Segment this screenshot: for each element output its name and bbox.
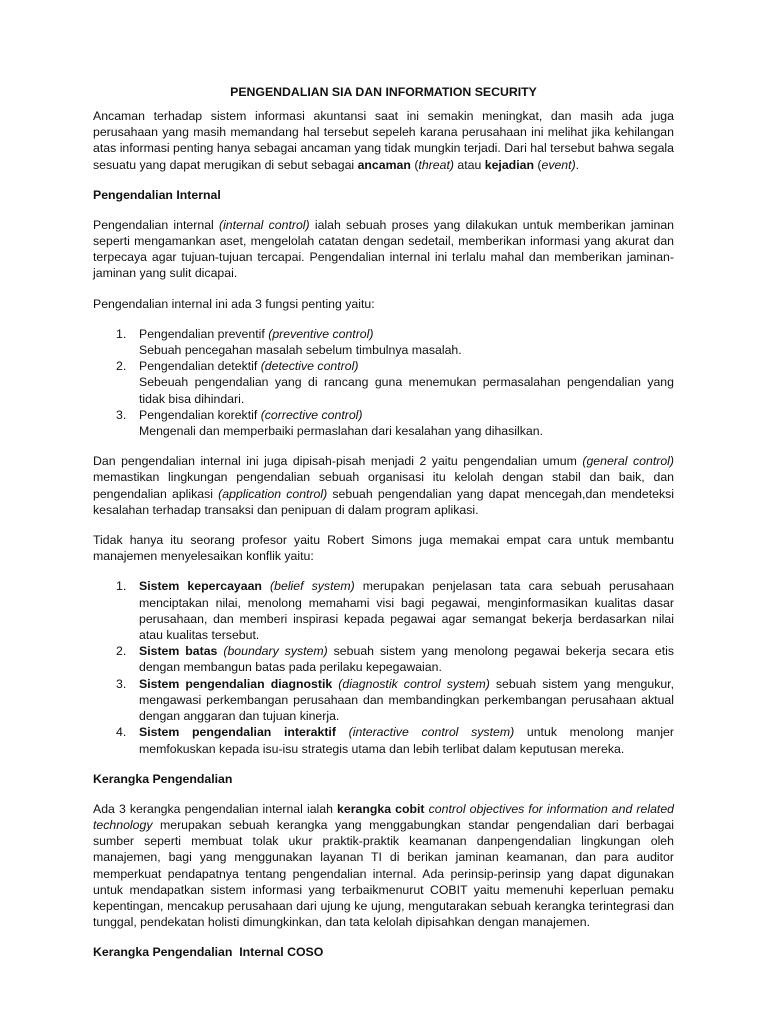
intro-text: . [575, 157, 580, 172]
list-item [93, 326, 674, 358]
systems-list [93, 578, 674, 756]
list-item-desc: merupakan penjelasan tata cara sebuah perusahaan menciptakan nilai, menolong memahami visi bagi pegawai, menginformasikan kualitas dasar perusahaan, dan memberi inspirasi kepada pegawai agar semangat bekerja berdasarkan nilai atau kualitas tersebut. [139, 579, 674, 643]
list-item-name: Sistem batas [139, 644, 218, 659]
cobit-paragraph [93, 801, 674, 931]
functions-list [93, 326, 674, 439]
simons-paragraph: Tidak hanya itu seorang profesor yaitu Robert Simons juga memakai empat cara untuk membantu manajemen menyelesaikan konflik yaitu: [93, 533, 674, 564]
paragraph-text: sebuah pengendalian yang dapat mencegah,dan mendeteksi kesalahan terhadap transaksi dan penipuan di dalam program aplikasi. [93, 486, 674, 517]
list-item [93, 407, 674, 439]
intro-paragraph [93, 108, 674, 173]
list-item [93, 358, 674, 407]
term-threat: threat) [418, 157, 454, 172]
list-item-name: Pengendalian detektif [139, 359, 261, 374]
list-item-name: Pengendalian preventif [139, 326, 269, 341]
paragraph-text: memastikan lingkungan pengendalian sebuah organisasi itu kelolah dengan stabil dan baik, dan pengendalian aplikasi [93, 470, 674, 501]
list-number: 3. [116, 407, 127, 422]
list-item-term: (corrective control) [260, 407, 363, 422]
list-item-desc: Sebeuah pengendalian yang di rancang guna menemukan permasalahan pengendalian yang tidak bisa dihindari. [139, 375, 674, 406]
term-general-control: (general control) [582, 454, 674, 469]
intro-text: ( [410, 157, 419, 172]
list-item-name: Sistem pengendalian diagnostik [139, 676, 333, 691]
list-number: 1. [116, 326, 127, 341]
list-item-term: (interactive control system) [335, 725, 515, 740]
list-item-desc: sebuah sistem yang menolong pegawai bekerja secara etis dengan membangun batas pada perilaku kepegawaian. [139, 644, 675, 675]
list-number: 3. [116, 676, 127, 691]
term-cobit-full: control objectives for information and related technology [93, 801, 674, 832]
internal-control-paragraph [93, 217, 674, 282]
list-number: 2. [116, 359, 127, 374]
intro-text: Ancaman terhadap sistem informasi akuntansi saat ini semakin meningkat, dan masih ada juga perusahaan yang masih memandang hal tersebut sepeleh karana perusahaan ini melihat jika kehilangan atas informasi penting hanya sebagai ancaman yang tidak mungkin terjadi. Dari hal tersebut bahwa segala sesuatu yang dapat merugikan di sebut sebagai [93, 109, 674, 172]
heading-pengendalian-internal: Pengendalian Internal [93, 187, 221, 202]
document-title: PENGENDALIAN SIA DAN INFORMATION SECURITY [230, 85, 537, 99]
list-item-term: (detective control) [260, 359, 359, 374]
list-item-desc: Sebuah pencegahan masalah sebelum timbulnya masalah. [139, 343, 462, 358]
list-item [93, 676, 674, 725]
term-internal-control: (internal control) [218, 217, 310, 232]
list-item-term: (diagnostik control system) [332, 676, 490, 691]
intro-text: atau [453, 157, 485, 172]
term-kerangka-cobit: kerangka cobit [337, 801, 425, 816]
list-item-term: (boundary system) [217, 644, 328, 659]
paragraph-text: ialah sebuah proses yang dilakukan untuk memberikan jaminan seperti mengamankan aset, mengelolah catatan dengan sedetail, memberikan informasi yang akurat dan terpecaya agar tujuan-tujuan tercapai. Pengendalian internal ini terlalu mahal dan memberikan jaminan-jaminan yang sulit dicapai. [93, 217, 674, 281]
list-item-name: Pengendalian korektif [139, 407, 261, 422]
term-kejadian: kejadian [484, 157, 534, 172]
list-item [93, 643, 674, 675]
term-application-control: (application control) [218, 486, 328, 501]
list-item [93, 724, 674, 756]
list-number: 4. [116, 725, 127, 740]
list-item-term: (preventive control) [268, 326, 374, 341]
general-application-control-paragraph [93, 453, 674, 518]
functions-intro-paragraph: Pengendalian internal ini ada 3 fungsi penting yaitu: [93, 296, 375, 311]
list-item-desc: Mengenali dan memperbaiki permaslahan dari kesalahan yang dihasilkan. [139, 424, 543, 439]
list-item-desc: sebuah sistem yang mengukur, mengawasi perkembangan perusahaan dan membandingkan perkembangan perusahaan aktual dengan anggaran dan tujuan kinerja. [139, 676, 675, 724]
list-item [93, 578, 674, 643]
list-item-name: Sistem pengendalian interaktif [139, 725, 336, 740]
paragraph-text: Ada 3 kerangka pengendalian internal ialah [93, 801, 338, 816]
list-item-term: (belief system) [261, 579, 355, 594]
heading-kerangka-pengendalian: Kerangka Pengendalian [93, 771, 233, 786]
term-ancaman: ancaman [357, 157, 411, 172]
intro-text: ( [533, 157, 542, 172]
list-item-name: Sistem kepercayaan [139, 579, 262, 594]
list-number: 2. [116, 644, 127, 659]
paragraph-text: merupakan sebuah kerangka yang menggabungkan standar pengendalian dari berbagai sumber seperti membuat tolak ukur praktik-praktik keamanan danpengendalian lingkungan oleh manajemen, bagi yang menggunakan layanan TI di berikan jaminan keamanan, dan para auditor memperkuat pendapatnya tentang pengendalian internal. Ada perinsip-perinsip yang dapat digunakan untuk mendapatkan sistem informasi yang terbaikmenurut COBIT yaitu memenuhi keperluan pemaku kepentingan, mencakup perusahaan dari ujung ke ujung, mengutarakan sebuah kerangka terintegrasi dan tunggal, pendekatan holisti dimungkinkan, dan tata kelolah dipisahkan dengan manajemen. [93, 817, 674, 930]
list-item-desc: untuk menolong manjer memfokuskan kepada isu-isu strategis utama dan lebih terlibat dalam keputusan mereka. [139, 725, 674, 756]
list-number: 1. [116, 579, 127, 594]
term-event: event) [541, 157, 576, 172]
paragraph-text: Dan pengendalian internal ini juga dipisah-pisah menjadi 2 yaitu pengendalian umum [93, 454, 583, 469]
heading-kerangka-coso: Kerangka Pengendalian Internal COSO [93, 945, 324, 960]
paragraph-text: Pengendalian internal [93, 217, 219, 232]
